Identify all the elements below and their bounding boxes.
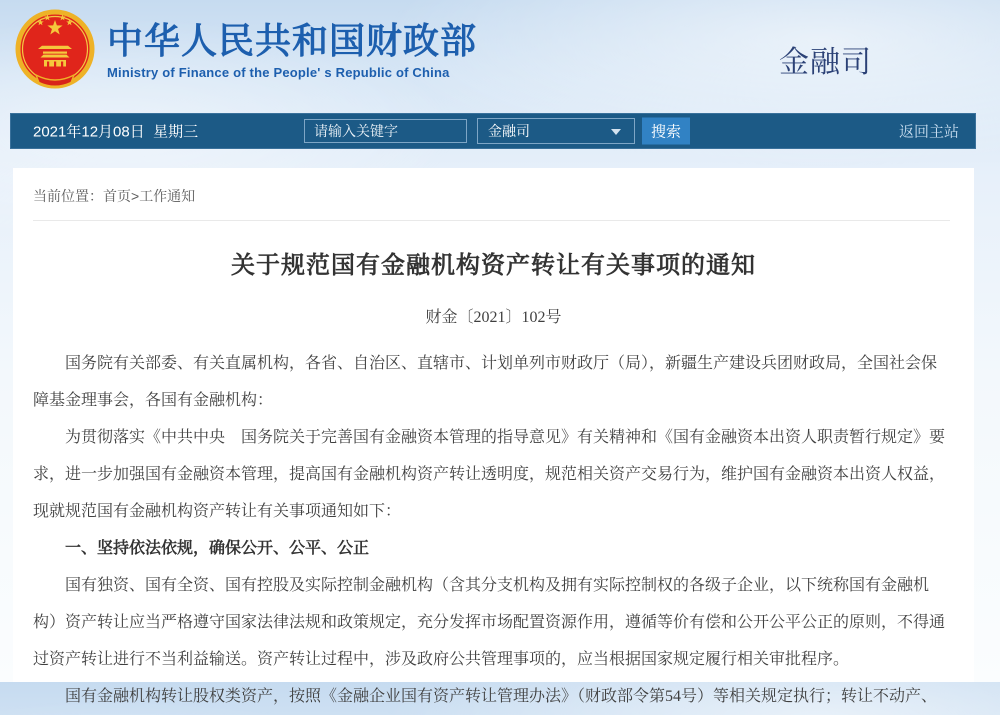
department-title: 金融司 — [779, 46, 872, 79]
breadcrumb-divider — [33, 220, 950, 221]
article-paragraph: 国有独资、国有全资、国有控股及实际控制金融机构（含其分支机构及拥有实际控制权的各级子企业，以下统称国有金融机构）资产转让应当严格遵守国家法律法规和政策规定，充分发挥市场配置资源作用，遵循等价有偿和公开公平公正的原则，不得通过资产转让进行不当利益输送。资产转让过程中，涉及政府公共管理事项的，应当根据国家规定履行相关审批程序。 — [33, 577, 946, 668]
article-paragraph: 国务院有关部委、有关直属机构，各省、自治区、直辖市、计划单列市财政厅（局），新疆生产建设兵团财政局，全国社会保障基金理事会，各国有金融机构： — [33, 355, 938, 409]
article-paragraph: 国有金融机构转让股权类资产，按照《金融企业国有资产转让管理办法》（财政部令第54号）等相关规定执行；转让不动产、 — [65, 688, 938, 705]
site-title-block — [107, 20, 477, 79]
article-body — [13, 345, 974, 715]
search-scope-select[interactable] — [477, 118, 635, 144]
national-emblem-icon — [14, 9, 96, 91]
current-date: 2021年12月08日 星期三 — [33, 123, 199, 141]
breadcrumb — [13, 168, 974, 220]
article-title: 关于规范国有金融机构资产转让有关事项的通知 — [231, 252, 756, 279]
top-navbar — [10, 113, 976, 149]
back-to-main-site-link[interactable]: 返回主站 — [898, 123, 959, 141]
content-panel — [13, 168, 974, 705]
chevron-down-icon — [611, 129, 621, 135]
article-paragraph: 为贯彻落实《中共中央 国务院关于完善国有金融资本管理的指导意见》有关精神和《国有金融资本出资人职责暂行规定》要求，进一步加强国有金融资本管理，提高国有金融机构资产转让透明度，规范相关资产交易行为，维护国有金融资本出资人权益，现就规范国有金融机构资产转让有关事项通知如下： — [33, 429, 946, 520]
breadcrumb-separator: > — [131, 188, 140, 204]
search-button[interactable]: 搜索 — [642, 118, 690, 145]
site-logo-brand[interactable] — [14, 9, 477, 91]
breadcrumb-prefix: 当前位置： — [33, 188, 103, 204]
search-scope-value: 金融司 — [488, 123, 530, 139]
site-title-cn: 中华人民共和国财政部 — [107, 20, 478, 62]
section-heading: 一、坚持依法依规，确保公开、公平、公正 — [65, 540, 370, 557]
document-number: 财金〔2021〕102号 — [425, 309, 562, 326]
site-title-en: Ministry of Finance of the People' s Republic of China — [107, 64, 450, 80]
breadcrumb-home-link[interactable]: 首页 — [103, 188, 131, 204]
breadcrumb-current-link[interactable]: 工作通知 — [139, 188, 196, 204]
search-input[interactable] — [304, 119, 467, 143]
